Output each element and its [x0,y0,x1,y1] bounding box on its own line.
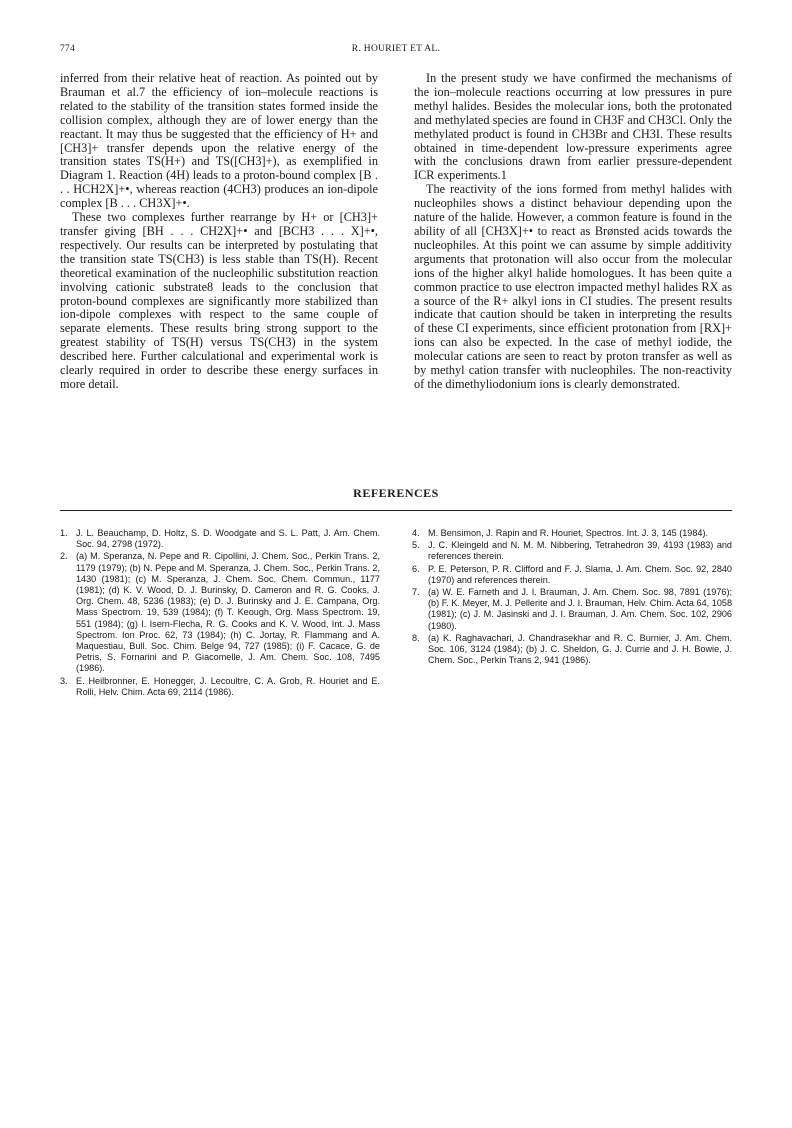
right-text-column [414,72,732,392]
reference-item [412,564,732,586]
reference-number: 3. [60,675,68,686]
reference-text: M. Bensimon, J. Rapin and R. Houriet, Spectros. Int. J. 3, 145 (1984). [428,528,709,538]
references-rule [60,510,732,511]
running-head [60,44,732,58]
reference-text: J. L. Beauchamp, D. Holtz, S. D. Woodgate and S. L. Patt, J. Am. Chem. Soc. 94, 2798 (1972). [76,528,380,550]
reference-number: 1. [60,528,68,538]
reference-item [60,551,380,674]
reference-number: 6. [412,563,420,574]
paragraph: The reactivity of the ions formed from methyl halides with nucleophiles shows a distinct behaviour depending upon the nature of the halide. However, a common feature is found in the ability of all [CH3X]+• to react as Brønsted acids towards the nucleophiles. At this point we can assume by simple additivity arguments that protonation will also occur from the molecular ions of the higher alkyl halide homologues. It has been quite a common practice to use electron impacted methyl halides RX as a source of the R+ alkyl ions in CI studies. The present results indicate that caution should be taken in interpreting the results of these CI experiments, since efficient protonation from [RX]+ ions can also be expected. In the case of methyl iodide, the molecular cations are seen to react by proton transfer as well as by methyl cation transfer with nucleophiles. The non-reactivity of the dimethyliodonium ions is clearly demonstrated. [414,182,732,391]
reference-item [412,633,732,667]
reference-item [412,528,732,539]
reference-number: 8. [412,632,420,643]
paragraph: inferred from their relative heat of reaction. As pointed out by Brauman et al.7 the efficiency of ion–molecule reactions is related to the stability of the transition states formed inside the collision complex, although they are of lower energy than the reactant. It may thus be suggested that the efficiency of H+ and [CH3]+ transfer depends upon the relative energy of the transition states TS(H+) and TS([CH3]+), as exemplified in Diagram 1. Reaction (4H) leads to a proton-bound complex [B . . . HCH2X]+•, whereas reaction (4CH3) produces an ion-dipole complex [B . . . CH3X]+•. [60,71,378,211]
references-heading: REFERENCES [353,486,439,500]
page-number: 774 [60,44,76,54]
reference-text: (a) K. Raghavachari, J. Chandrasekhar and R. C. Burnier, J. Am. Chem. Soc. 106, 3124 (1984); (b) J. C. Sheldon, G. J. Currie and J. H. Bowie, J. Chem. Soc., Perkin Trans 2, 941 (1986). [428,632,732,666]
reference-number: 5. [412,540,420,551]
reference-item [60,528,380,550]
reference-number: 7. [412,587,420,598]
left-text-column [60,72,378,392]
reference-text: (a) M. Speranza, N. Pepe and R. Cipollini, J. Chem. Soc., Perkin Trans. 2, 1179 (1979); (b) N. Pepe and M. Speranza, J. Chem. Soc., Perkin Trans. 2, 1430 (1981); (c) M. Speranza, J. Chem. Soc. Chem. Commun., 1177 (1981); (d) K. V. Wood, D. J. Burinsky, D. Cameron and R. G. Cooks, J. Org. Chem. 48, 5236 (1983); (e) D. J. Burinsky and J. E. Campana, Org. Mass Spectrom. 19, 539 (1984); (f) T. Keough, Org. Mass Spectrom. 19, 551 (1984); (g) I. Isern-Flecha, R. G. Cooks and K. V. Wood, Int. J. Mass Spectrom. Ion Proc. 62, 73 (1984); (h) C. Jortay, R. Flammang and A. Maquestiau, Bull. Soc. Chim. Belge 94, 727 (1985); (i) F. Cacace, G. de Petris, S. Fornarini and P. Giacomelle, J. Am. Chem. Soc. 108, 7495 (1986). [76,551,380,674]
references-right-column [412,528,732,667]
paragraph: In the present study we have confirmed the mechanisms of the ion–molecule reactions occurring at low pressures in pure methyl halides. Besides the molecular ions, both the protonated and methylated species are found in CH3F and CH3Cl. Only the methylated product is found in CH3Br and CH3I. These results obtained in time-dependent low-pressure experiments agree with the conclusions drawn from earlier pressure-dependent ICR experiments.1 [414,71,732,183]
reference-text: E. Heilbronner, E. Honegger, J. Lecoultre, C. A. Grob, R. Houriet and E. Rolli, Helv. Chim. Acta 69, 2114 (1986). [76,675,380,697]
reference-text: J. C. Kleingeld and N. M. M. Nibbering, Tetrahedron 39, 4193 (1983) and references therein. [428,540,732,562]
references-left-column [60,528,380,699]
reference-item [412,540,732,562]
reference-text: P. E. Peterson, P. R. Clifford and F. J. Slama, J. Am. Chem. Soc. 92, 2840 (1970) and references therein. [428,563,732,585]
reference-number: 4. [412,528,420,538]
running-title: R. HOURIET ET AL. [351,44,441,54]
reference-text: (a) W. E. Farneth and J. I. Brauman, J. Am. Chem. Soc. 98, 7891 (1976); (b) F. K. Meyer, M. J. Pellerite and J. I. Brauman, Helv. Chim. Acta 64, 1058 (1981); (c) J. M. Jasinski and J. I. Brauman, J. Am. Chem. Soc. 102, 2906 (1980). [428,587,732,631]
reference-item [60,676,380,698]
paragraph: These two complexes further rearrange by H+ or [CH3]+ transfer giving [BH . . . CH2X]+• and [BCH3 . . . X]+•, respectively. Our results can be interpreted by postulating that the transition state TS(CH3) is less stable than TS(H). Recent theoretical examination of the nucleophilic substitution reaction involving cationic substrate8 leads to the conclusion that proton-bound complexes are significantly more stabilized than ion-dipole complexes with respect to the same couple of separate elements. These results bring strong support to the greatest stability of TS(H) versus TS(CH3) in the system described here. Further calculational and experimental work is clearly required in order to describe these energy surfaces in more detail. [60,210,378,391]
reference-number: 2. [60,551,68,562]
reference-item [412,587,732,632]
